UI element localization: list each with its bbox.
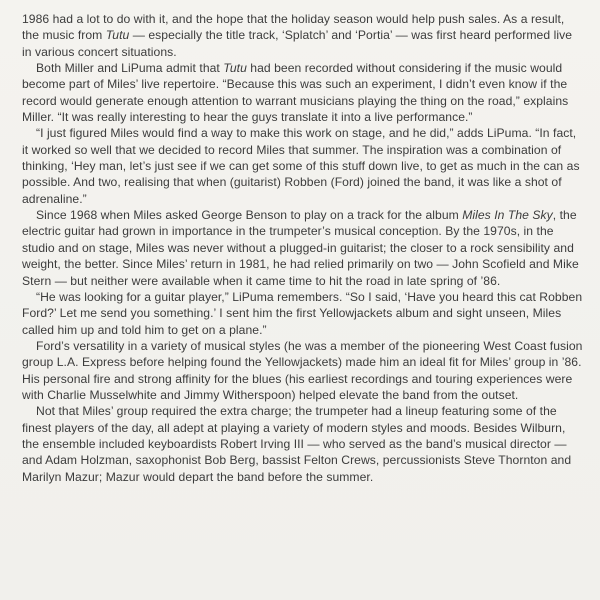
paragraph [22,125,584,207]
body-text [22,11,584,485]
paragraph [22,289,584,338]
italic-title-text: Tutu [223,61,247,76]
paragraph-text: “He was looking for a guitar player,” LiPuma remembers. “So I said, ‘Have you heard this cat Robben Ford?’ Let me send you something.’ I sent him the first Yellowjackets album and sight unseen, Miles called him up and told him to get on a plane.” [22,289,583,337]
italic-title-text: Tutu [105,28,130,43]
paragraph-text: Not that Miles’ group required the extra charge; the trumpeter had a lineup featuring some of the finest players of the day, all adept at playing a variety of modern styles and moods. Besides Wilburn, the ensemble included keyboardists Robert Irving III — who served as the band’s musical director — and Adam Holzman, saxophonist Bob Berg, bassist Felton Crews, percussionists Steve Thornton and Marilyn Mazur; Mazur would depart the band before the summer. [22,404,572,484]
paragraph-text: — especially the title track, ‘Splatch’ and ‘Portia’ — was first heard performed live in various concert situations. [22,28,572,59]
paragraph-text: Since 1968 when Miles asked George Benson to play on a track for the album [36,208,463,223]
paragraph-text: “I just figured Miles would find a way to make this work on stage, and he did,” adds LiPuma. “In fact, it worked so well that we decided to record Miles that summer. The inspiration was a combination of thinking, ‘Hey man, let’s just see if we can get some of this stuff down live, to get as much in the can as possible. And two, realising that when (guitarist) Robben (Ford) joined the band, it was like a shot of adrenaline.” [22,126,580,206]
paragraph-text: 1986 had a lot to do with it, and the hope that the holiday season would help push sales. As a result, the music from [22,12,565,43]
paragraph-text: , the electric guitar had grown in importance in the trumpeter’s musical conception. By the 1970s, in the studio and on stage, Miles was never without a plugged-in guitarist; the closer to a rock sensibility and weight, the better. Since Miles’ return in 1981, he had relied primarily on two — John Scofield and Mike Stern — but neither were available when it came time to hit the road in late spring of ’86. [22,208,579,288]
paragraph [22,338,584,403]
paragraph-text: Both Miller and LiPuma admit that [36,61,224,76]
paragraph [22,207,584,289]
paragraph [22,11,584,60]
paragraph-text: had been recorded without considering if the music would become part of Miles’ live repertoire. “Because this was such an experiment, I didn’t even know if the record would generate enough attention to warrant musicians playing the thing on the road,” explains Miller. “It was really interesting to hear the guys translate it into a live performance.” [22,61,569,125]
italic-title-text: Miles In The Sky [462,208,553,223]
paragraph [22,60,584,125]
paragraph-text: Ford’s versatility in a variety of musical styles (he was a member of the pioneering West Coast fusion group L.A. Express before helping found the Yellowjackets) made him an ideal fit for Miles’ group in ’86. His personal fire and strong affinity for the blues (his earliest recordings and touring experiences were with Charlie Musselwhite and Jimmy Witherspoon) helped elevate the band from the outset. [22,338,583,402]
paragraph [22,403,584,485]
